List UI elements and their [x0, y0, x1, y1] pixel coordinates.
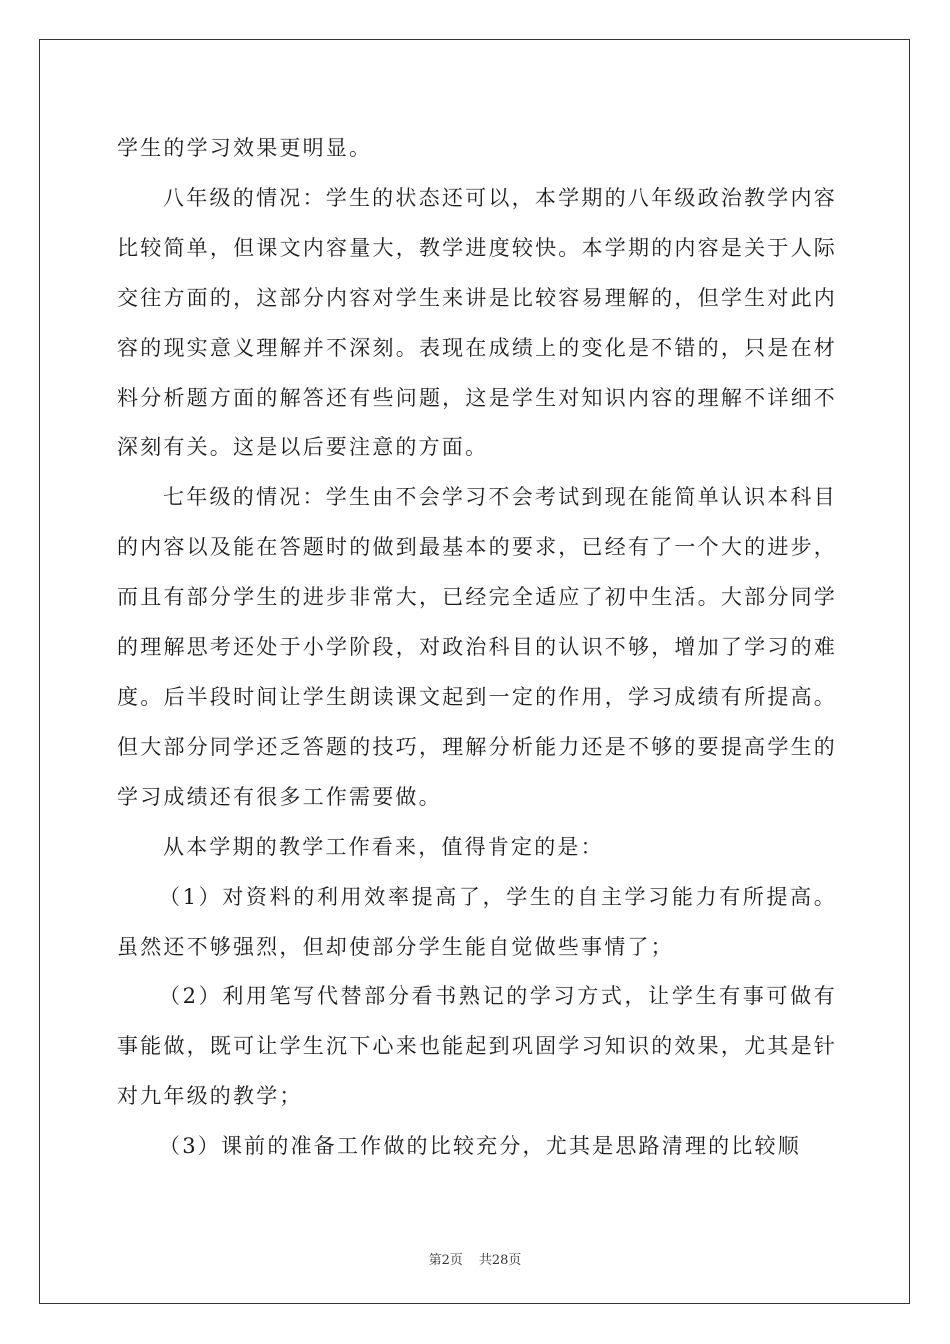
list-item-2: （2）利用笔写代替部分看书熟记的学习方式，让学生有事可做有事能做，既可让学生沉下心来也能起到巩固学习知识的效果，尤其是针对九年级的教学；	[117, 984, 837, 1109]
paragraph-summary-intro: 从本学期的教学工作看来，值得肯定的是：	[163, 834, 604, 859]
page-footer	[0, 1249, 950, 1268]
page-total: 共28页	[478, 1253, 522, 1268]
list-item-3: （3）课前的准备工作做的比较充分，尤其是思路清理的比较顺	[159, 1134, 801, 1159]
page-number: 第2页	[428, 1253, 463, 1268]
document-body	[117, 124, 837, 1172]
paragraph-grade7: 七年级的情况：学生由不会学习不会考试到现在能简单认识本科目的内容以及能在答题时的做到最基本的要求，已经有了一个大的进步，而且有部分学生的进步非常大，已经完全适应了初中生活。大部分同学的理解思考还处于小学阶段，对政治科目的认识不够，增加了学习的难度。后半段时间让学生朗读课文起到一定的作用，学习成绩有所提高。但大部分同学还乏答题的技巧，理解分析能力还是不够的要提高学生的学习成绩还有很多工作需要做。	[117, 485, 837, 809]
paragraph-grade8: 八年级的情况：学生的状态还可以，本学期的八年级政治教学内容比较简单，但课文内容量大，教学进度较快。本学期的内容是关于人际交往方面的，这部分内容对学生来讲是比较容易理解的，但学生对此内容的现实意义理解并不深刻。表现在成绩上的变化是不错的，只是在材料分析题方面的解答还有些问题，这是学生对知识内容的理解不详细不深刻有关。这是以后要注意的方面。	[117, 185, 837, 460]
paragraph-1: 学生的学习效果更明显。	[117, 136, 373, 160]
list-item-1: （1）对资料的利用效率提高了，学生的自主学习能力有所提高。虽然还不够强烈，但却使部分学生能自觉做些事情了；	[117, 884, 837, 959]
